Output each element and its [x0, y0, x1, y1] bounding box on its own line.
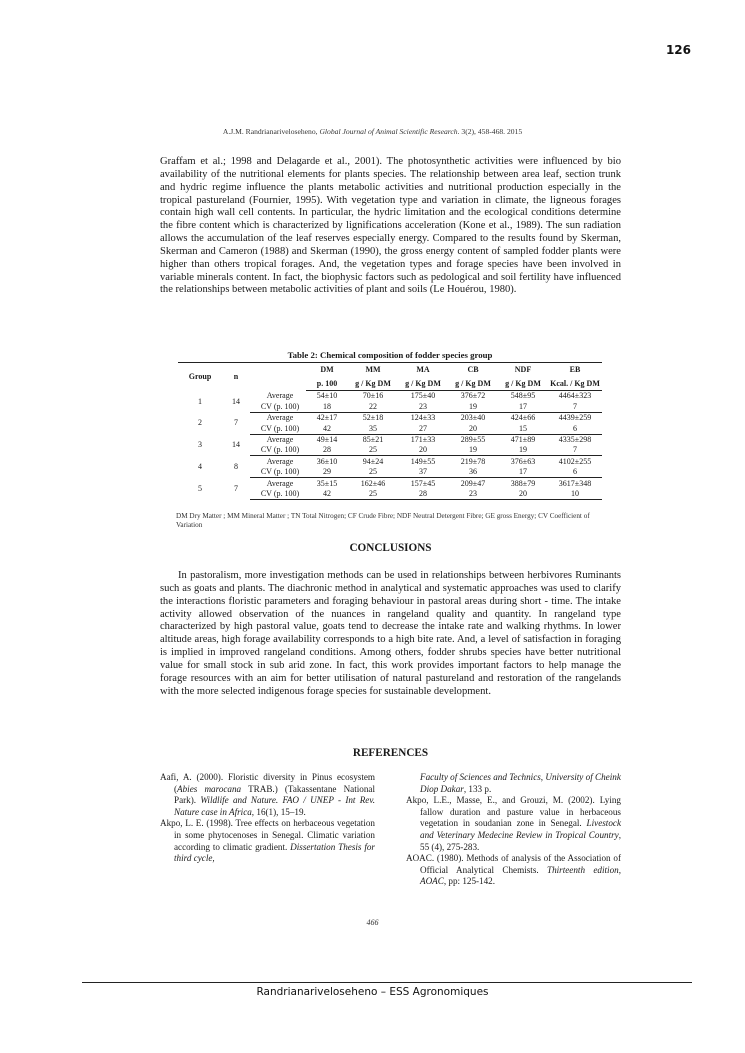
running-header [0, 127, 745, 136]
footer-divider [82, 982, 692, 983]
value-cell: 25 [348, 467, 398, 478]
value-cell: 29 [306, 467, 348, 478]
value-cell: 19 [498, 445, 548, 456]
table-unit-cell: p. 100 [306, 377, 348, 391]
value-cell: 23 [398, 401, 448, 412]
value-cell: 36 [448, 467, 498, 478]
value-cell: 4464±323 [558, 391, 592, 401]
reference-entry: Aafi, A. (2000). Floristic diversity in Pinus ecosystem (Abies marocana TRAB.) (Takassentane National Park). Wildlife and Nature. FAO / UNEP - Int Rev. Nature case in Africa, 16(1), 15–19. [160, 772, 375, 817]
table-header-cell: EB [548, 363, 602, 378]
value-cell: 35 [348, 423, 398, 434]
references-title: REFERENCES [352, 747, 429, 759]
stat-label-cell: CV (p. 100) [250, 445, 306, 456]
table-header-cell: Group [178, 363, 222, 391]
value-cell: 37 [398, 467, 448, 478]
value-cell: 36±10 [316, 456, 338, 466]
value-cell: 17 [498, 467, 548, 478]
group-cell: 5 [198, 483, 202, 493]
header-journal: Global Journal of Animal Scientific Research [319, 127, 458, 136]
value-cell: 7 [548, 401, 602, 412]
value-cell: 376±63 [510, 456, 536, 466]
stat-label-cell: CV (p. 100) [250, 423, 306, 434]
table-header-cell: NDF [498, 363, 548, 378]
value-cell: 22 [348, 401, 398, 412]
stat-label-cell: CV (p. 100) [250, 401, 306, 412]
body-paragraph-1: Graffam et al.; 1998 and Delagarde et al., 2001). The photosynthetic activities were influenced by bio availability of the nutritional elements for plants species. The relationship between area leaf, section trunk and hydric regime influence the plants metabolic activities and nutritional production especially in the tropical pastureland (Fournier, 1995). With vegetation type and variation in climate, the ligneous forages contain high wall cell contents. In particular, the hydric limitation and the ecological conditions determine the fibre content which is characterized by lignifications acceleration (Kone et al., 1989). The sun radiation allows the accumulation of the leaf reserves especially energy. Compared to the results found by Skerman, Skerman and Cameron (1988) and Skerman (1990), the gross energy content of sampled fodder plants were higher than others tropical forages. And, the vegetation types and forage species have been involved in variable minerals content. In fact, the biophysic factors such as pedological and soil fertility have influenced the relationships between metabolic activities of plant and soils (Le Houérou, 1980). [160, 156, 621, 296]
value-cell: 49±14 [316, 435, 338, 445]
value-cell: 94±24 [362, 456, 384, 466]
value-cell: 52±18 [362, 413, 384, 423]
value-cell: 209±47 [460, 478, 486, 488]
value-cell: 124±33 [410, 413, 436, 423]
value-cell: 20 [448, 423, 498, 434]
reference-entry: Akpo, L.E., Masse, E., and Grouzi, M. (2002). Lying fallow duration and pasture value in herbaceous vegetation in soudanian zone in Senegal. Livestock and Veterinary Medecine Review in Tropical Country, 55 (4), 275-283. [406, 795, 621, 852]
table-header-cell: MM [348, 363, 398, 378]
value-cell: 25 [348, 445, 398, 456]
value-cell: 35±15 [316, 478, 338, 488]
value-cell: 4439±259 [558, 413, 592, 423]
value-cell: 171±33 [410, 435, 436, 445]
group-cell: 1 [198, 396, 202, 406]
chemical-composition-table [178, 362, 602, 500]
value-cell: 20 [398, 445, 448, 456]
table-row [178, 456, 602, 467]
table-row [178, 391, 602, 402]
value-cell: 4335±298 [558, 435, 592, 445]
stat-label-cell: Average [266, 456, 294, 466]
n-cell: 14 [232, 396, 240, 406]
value-cell: 162±46 [360, 478, 386, 488]
value-cell: 54±10 [316, 391, 338, 401]
page-number: 126 [665, 43, 691, 57]
table-header-cell: CB [448, 363, 498, 378]
value-cell: 42 [306, 489, 348, 500]
value-cell: 7 [548, 445, 602, 456]
footer-text: Randrianariveloseheno – ESS Agronomiques [256, 986, 489, 998]
table-row [178, 412, 602, 423]
table-header-cell: DM [306, 363, 348, 378]
value-cell: 548±95 [510, 391, 536, 401]
table-header-row [178, 363, 602, 378]
table-row [178, 478, 602, 489]
stat-label-cell: CV (p. 100) [250, 489, 306, 500]
n-cell: 7 [234, 418, 238, 428]
value-cell: 157±45 [410, 478, 436, 488]
value-cell: 23 [448, 489, 498, 500]
conclusions-paragraph: In pastoralism, more investigation methods can be used in relationships between herbivores Ruminants such as goats and plants. The diachronic method in analytical and systematic approaches was used to clarify the interactions floristic parameters and foraging behaviour in pastoral areas during short - time. The intake activity allowed observation of the nuances in rangeland quality and quantity. In rangeland type characterized by high pastoral value, goats tend to decrease the intake rate and walking rhythms. In lower altitude areas, high forage availability corresponds to a high bite rate. And, a level of satisfaction in foraging is implied in improved rangeland conditions. Among others, fodder shrubs species have better nutritional value for small stock in sub arid zone. In fact, this work provides important factors to help manage the forage resources with an aim for better utilisation of natural pastureland and restoration of the rangelands with the more selected indigenous forage species for sustainable development. [160, 570, 621, 697]
table-caption: Table 2: Chemical composition of fodder species group [287, 350, 493, 360]
reference-entry: AOAC. (1980). Methods of analysis of the Association of Official Analytical Chemists. Thirteenth edition, AOAC, pp: 125-142. [406, 853, 621, 887]
value-cell: 28 [398, 489, 448, 500]
value-cell: 10 [548, 489, 602, 500]
value-cell: 6 [548, 467, 602, 478]
stat-label-cell: CV (p. 100) [250, 467, 306, 478]
references-left-column [160, 772, 375, 865]
value-cell: 388±79 [510, 478, 536, 488]
value-cell: 27 [398, 423, 448, 434]
table-header-cell: n [222, 363, 250, 391]
table-header-cell [250, 363, 306, 391]
table-footnote: DM Dry Matter ; MM Mineral Matter ; TN Total Nitrogen; CF Crude Fibre; NDF Neutral Detergent Fibre; GE gross Energy; CV Coefficient of Variation [176, 512, 590, 530]
value-cell: 20 [498, 489, 548, 500]
value-cell: 6 [548, 423, 602, 434]
value-cell: 471±89 [510, 435, 536, 445]
references-right-column [406, 772, 621, 888]
value-cell: 219±78 [460, 456, 486, 466]
table-unit-cell: g / Kg DM [498, 377, 548, 391]
value-cell: 18 [306, 401, 348, 412]
value-cell: 28 [306, 445, 348, 456]
table-row [178, 434, 602, 445]
conclusions-title: CONCLUSIONS [349, 542, 432, 554]
value-cell: 42 [306, 423, 348, 434]
table-unit-cell: g / Kg DM [448, 377, 498, 391]
value-cell: 85±21 [362, 435, 384, 445]
value-cell: 424±66 [510, 413, 536, 423]
value-cell: 175±40 [410, 391, 436, 401]
table-unit-cell: g / Kg DM [398, 377, 448, 391]
value-cell: 289±55 [460, 435, 486, 445]
value-cell: 15 [498, 423, 548, 434]
value-cell: 19 [448, 445, 498, 456]
table-unit-cell: g / Kg DM [348, 377, 398, 391]
header-authors: A.J.M. Randrianariveloseheno, [222, 127, 318, 136]
header-volume: . 3(2), 458-468. 2015 [457, 127, 523, 136]
value-cell: 25 [348, 489, 398, 500]
n-cell: 14 [232, 440, 240, 450]
stat-label-cell: Average [266, 391, 294, 401]
stat-label-cell: Average [266, 413, 294, 423]
reference-entry: Akpo, L. E. (1998). Tree effects on herbaceous vegetation in some phytocenoses in Senegal. Climatic variation according to climatic gradient. Dissertation Thesis for third cycle, [160, 818, 375, 864]
value-cell: 149±55 [410, 456, 436, 466]
n-cell: 7 [234, 483, 238, 493]
value-cell: 376±72 [460, 391, 486, 401]
value-cell: 4102±255 [558, 456, 592, 466]
group-cell: 4 [198, 462, 202, 472]
value-cell: 17 [498, 401, 548, 412]
stat-label-cell: Average [266, 478, 294, 488]
group-cell: 3 [198, 440, 202, 450]
journal-page-number: 466 [366, 918, 379, 927]
group-cell: 2 [198, 418, 202, 428]
table-header-cell: MA [398, 363, 448, 378]
value-cell: 19 [448, 401, 498, 412]
n-cell: 8 [234, 462, 238, 472]
value-cell: 70±16 [362, 391, 384, 401]
table-unit-cell: Kcal. / Kg DM [548, 377, 602, 391]
value-cell: 42±17 [316, 413, 338, 423]
value-cell: 3617±348 [558, 478, 592, 488]
value-cell: 203±40 [460, 413, 486, 423]
reference-entry: Faculty of Sciences and Technics, University of Cheink Diop Dakar, 133 p. [420, 772, 621, 794]
stat-label-cell: Average [266, 435, 294, 445]
